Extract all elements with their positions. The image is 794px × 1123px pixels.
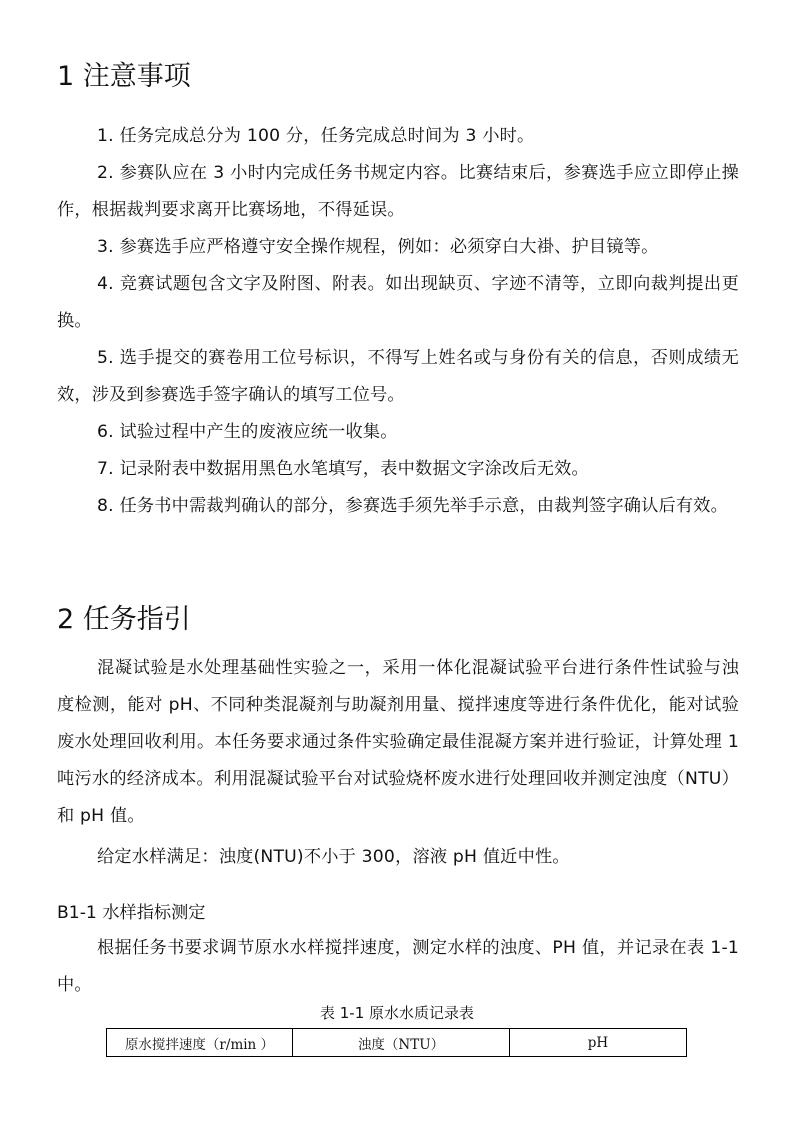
guide-paragraph-2: 给定水样满足：浊度(NTU)不小于 300，溶液 pH 值近中性。 (97, 847, 570, 867)
header-ph: pH (510, 1029, 687, 1057)
notice-item-4: 4. 竞赛试题包含文字及附图、附表。如出现缺页、字迹不清等，立即向裁判提出更换。 (57, 274, 739, 331)
section-1-heading: 1 注意事项 (57, 61, 191, 92)
notice-item-5: 5. 选手提交的赛卷用工位号标识，不得写上姓名或与身份有关的信息，否则成绩无效，涉及到参赛选手签字确认的填写工位号。 (57, 348, 739, 405)
notice-item-2: 2. 参赛队应在 3 小时内完成任务书规定内容。比赛结束后，参赛选手应立即停止操作，根据裁判要求离开比赛场地，不得延误。 (57, 163, 739, 220)
header-stir-speed: 原水搅拌速度（r/min ） (107, 1029, 293, 1057)
guide-paragraph-1: 混凝试验是水处理基础性实验之一，采用一体化混凝试验平台进行条件性试验与浊度检测，能对 pH、不同种类混凝剂与助凝剂用量、搅拌速度等进行条件优化，能对试验废水处理回收利用。本任务要求通过条件实验确定最佳混凝方案并进行验证，计算处理 1 吨污水的经济成本。利用混凝试验平台对试验烧杯废水进行处理回收并测定浊度（NTU）和 pH 值。 (57, 658, 739, 826)
notice-item-8: 8. 任务书中需裁判确认的部分，参赛选手须先举手示意，由裁判签字确认后有效。 (97, 496, 729, 516)
notice-item-7: 7. 记录附表中数据用黑色水笔填写，表中数据文字涂改后无效。 (97, 459, 589, 479)
header-turbidity: 浊度（NTU） (293, 1029, 510, 1057)
subsection-paragraph: 根据任务书要求调节原水水样搅拌速度，测定水样的浊度、PH 值，并记录在表 1-1 中。 (57, 938, 739, 995)
section-2-heading: 2 任务指引 (57, 604, 191, 635)
notice-item-6: 6. 试验过程中产生的废液应统一收集。 (97, 422, 398, 442)
water-quality-record-table (106, 1028, 687, 1057)
table-caption: 表 1-1 原水水质记录表 (319, 1004, 475, 1022)
notice-item-3: 3. 参赛选手应严格遵守安全操作规程，例如：必须穿白大褂、护目镜等。 (97, 237, 659, 257)
notice-item-1: 1. 任务完成总分为 100 分，任务完成总时间为 3 小时。 (97, 126, 535, 146)
table-row (107, 1029, 687, 1057)
subsection-heading: B1-1 水样指标测定 (57, 903, 206, 923)
